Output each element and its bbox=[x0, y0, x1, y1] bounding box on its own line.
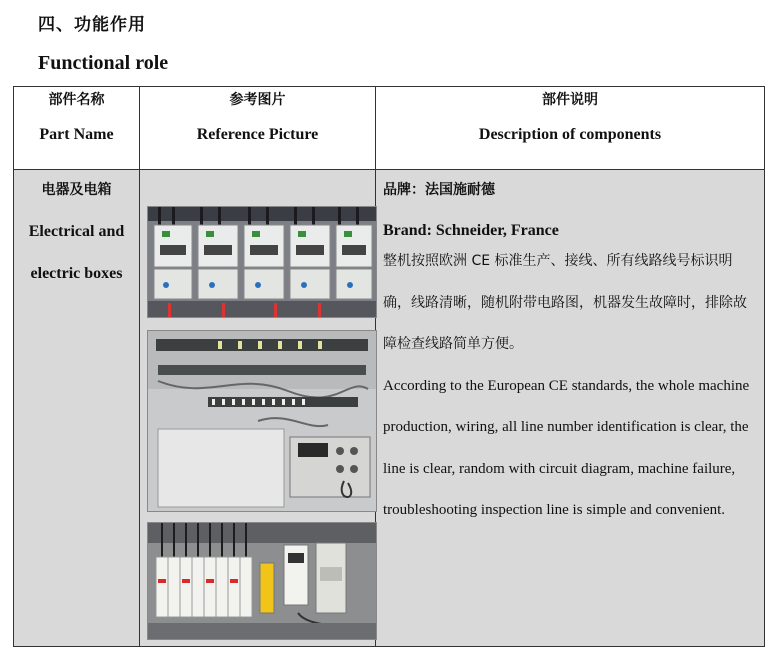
part-name-en-line2: electric boxes bbox=[30, 265, 123, 282]
header-row bbox=[14, 87, 765, 170]
part-name-cn: 电器及电箱 bbox=[41, 182, 112, 198]
breaker-panel-photo bbox=[147, 522, 377, 640]
brand-cn: 品牌：法国施耐德 bbox=[383, 182, 495, 198]
part-name-en-line1: Electrical and bbox=[28, 223, 125, 240]
header-reference-picture-en: Reference Picture bbox=[196, 126, 319, 143]
reference-picture-cell bbox=[140, 170, 376, 647]
part-name-cell bbox=[14, 170, 140, 647]
section-heading-en: Functional role bbox=[38, 52, 169, 74]
brand-en: Brand: Schneider, France bbox=[383, 222, 559, 239]
header-reference-picture-cn: 参考图片 bbox=[229, 92, 286, 108]
section-heading-cn: 四、功能作用 bbox=[38, 15, 146, 35]
header-description-cn: 部件说明 bbox=[542, 92, 598, 108]
header-description bbox=[376, 87, 765, 170]
header-description-en: Description of components bbox=[478, 126, 662, 143]
header-reference-picture bbox=[140, 87, 376, 170]
header-part-name-en: Part Name bbox=[39, 126, 114, 143]
spec-table bbox=[13, 86, 765, 647]
header-part-name-cn: 部件名称 bbox=[48, 92, 105, 108]
contactor-photo bbox=[147, 206, 377, 318]
header-part-name bbox=[14, 87, 140, 170]
table-row bbox=[14, 170, 765, 647]
description-cell bbox=[376, 170, 765, 647]
terminal-panel-photo bbox=[147, 330, 377, 512]
description-en: According to the European CE standards, the whole machine production, wiring, all line number identification is clear, the line is clear, random with circuit diagram, machine failure, troubleshooting inspection line is simple and convenient. bbox=[383, 377, 750, 518]
description-cn: 整机按照欧洲 CE 标准生产、接线、所有线路线号标识明确，线路清晰，随机附带电路图，机器发生故障时，排除故障检查线路简单方便。 bbox=[383, 253, 747, 352]
